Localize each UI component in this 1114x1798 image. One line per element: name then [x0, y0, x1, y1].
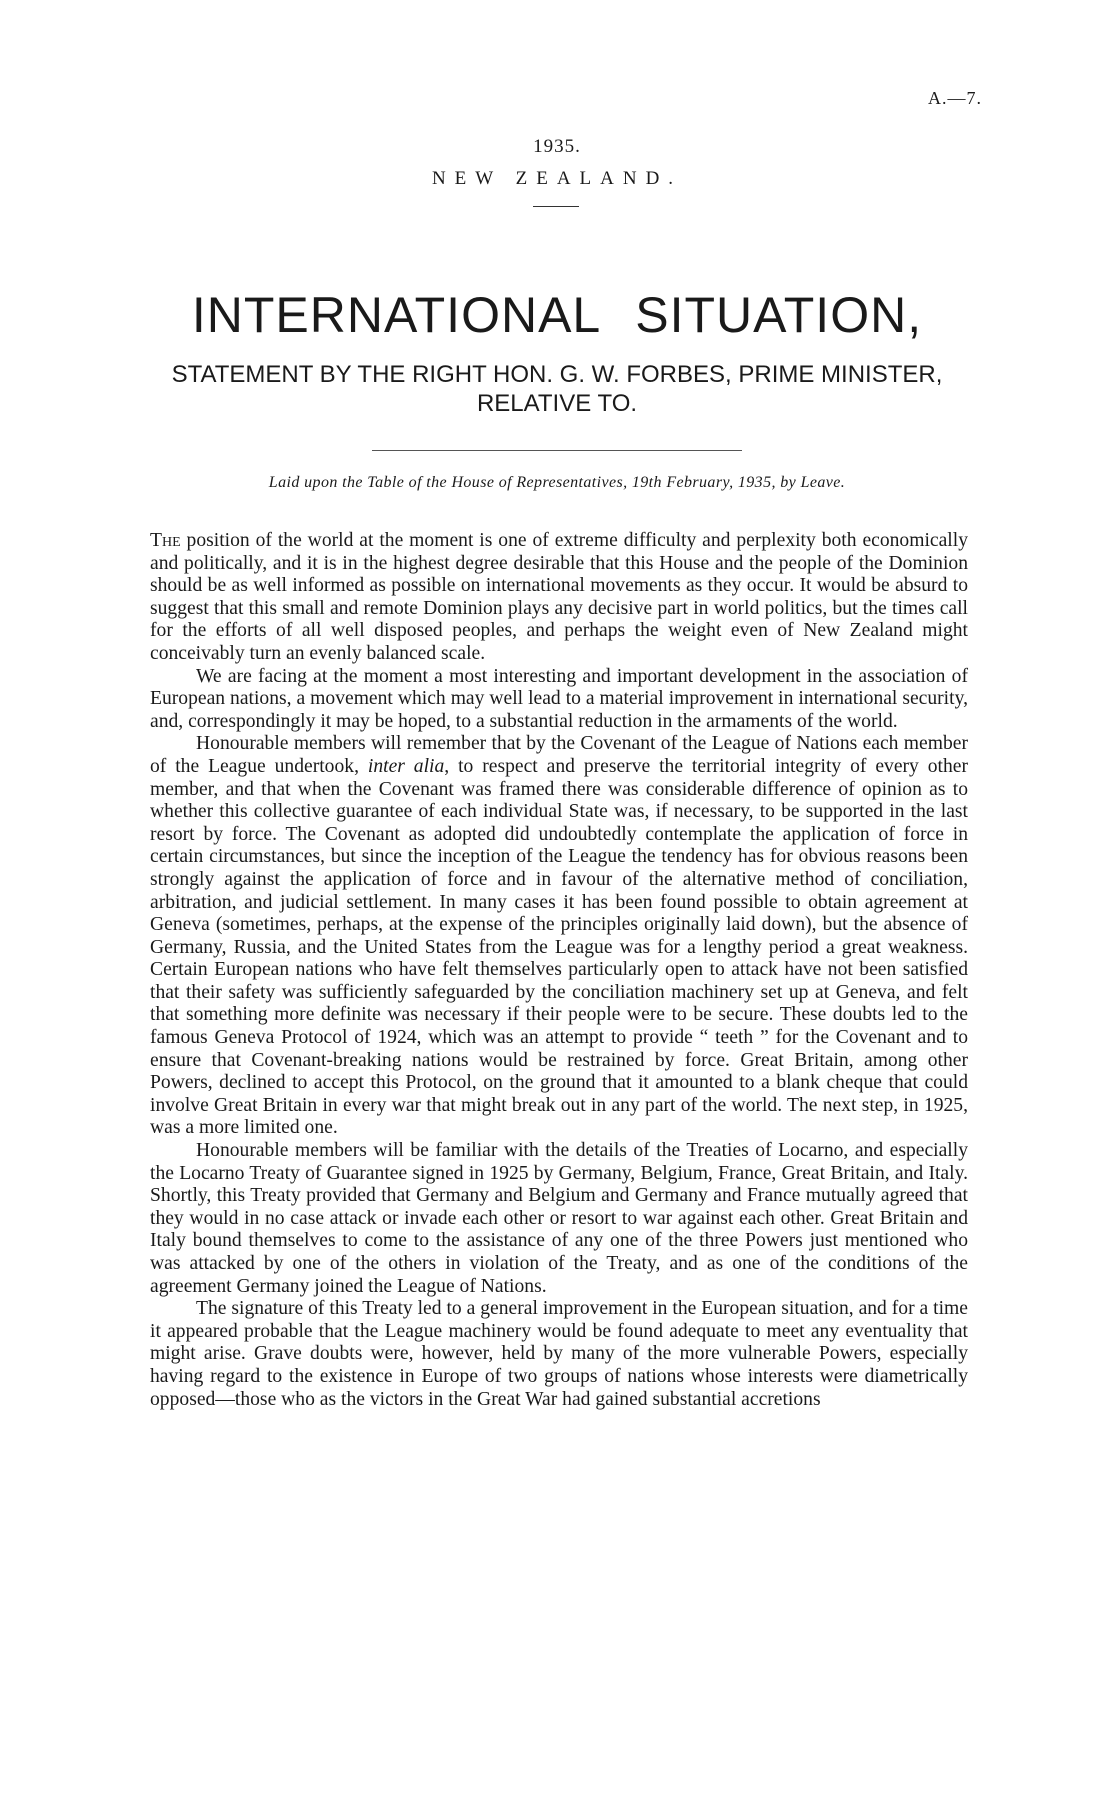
paragraph: We are facing at the moment a most interesting and important development in the association of European nations, a movement which may well lead to a material improvement in international security, and, correspondingly it may be hoped, to a substantial reduction in the armaments of the world. — [150, 665, 968, 732]
body-text — [150, 530, 968, 1411]
title-word-2: SITUATION, — [635, 287, 923, 343]
page-title — [0, 286, 1114, 344]
laid-upon-table-note: Laid upon the Table of the House of Representatives, 19th February, 1935, by Leave. — [268, 474, 846, 491]
paper-reference: A.—7. — [928, 88, 982, 108]
latin-phrase: inter alia — [367, 755, 445, 777]
subtitle — [0, 360, 1114, 418]
paragraph: Honourable members will be familiar with the details of the Treaties of Locarno, and especially the Locarno Treaty of Guarantee signed in 1925 by Germany, Belgium, France, Great Britain, and Italy. Shortly, this Treaty provided that Germany and Belgium and Germany and France mutually agreed that they would in no case attack or invade each other or resort to war against each other. Great Britain and Italy bound themselves to come to the assistance of any one of the three Powers just mentioned who was attacked by one of the others in violation of the Treaty, and as one of the conditions of the agreement Germany joined the League of Nations. — [150, 1140, 968, 1297]
country: NEW ZEALAND. — [431, 168, 683, 189]
divider — [372, 450, 742, 451]
subtitle-line-2: RELATIVE TO. — [476, 390, 638, 417]
year: 1935. — [533, 136, 581, 157]
paragraph-lead-word: The — [150, 530, 181, 551]
paragraph: The signature of this Treaty led to a general improvement in the European situation, and for a time it appeared probable that the League machinery would be found adequate to meet any eventuality that might arise. Grave doubts were, however, held by many of the more vulnerable Powers, especially having regard to the existence in Europe of two groups of nations whose interests were diametrically opposed—those who as the victors in the Great War had gained substantial accretions — [150, 1298, 968, 1410]
paragraph-text: , to respect and preserve the territorial integrity of every other member, and that when the Covenant was framed there was considerable difference of opinion as to whether this collective guarantee of each individual State was, if necessary, to be supported in the last resort by force. The Covenant as adopted did undoubtedly contemplate the application of force in certain circumstances, but since the inception of the League the tendency has for obvious reasons been strongly against the application of force and in favour of the alternative method of conciliation, arbitration, and judicial settlement. In many cases it has been found possible to obtain agreement at Geneva (sometimes, perhaps, at the expense of the principles originally laid down), but the absence of Germany, Russia, and the United States from the League was for a lengthy period a great weakness. Certain European nations who have felt themselves particularly open to attack have not been satisfied that their safety was sufficiently safeguarded by the conciliation machinery set up at Geneva, and felt that something more definite was necessary if their people were to be secure. These doubts led to the famous Geneva Protocol of 1924, which was an attempt to provide “ teeth ” for the Covenant and to ensure that Covenant-breaking nations would be restrained by force. Great Britain, among other Powers, declined to accept this Protocol, on the ground that it amounted to a blank cheque that could involve Great Britain in every war that might break out in any part of the world. The next step, in 1925, was a more limited one. — [150, 755, 969, 1139]
paragraph — [150, 733, 968, 1140]
subtitle-line-1: STATEMENT BY THE RIGHT HON. G. W. FORBES, PRIME MINISTER, — [171, 361, 943, 388]
paragraph-text: Honourable members will remember that by the Covenant of the League of Nations each member of the League undertook, — [150, 733, 968, 777]
paragraph — [150, 530, 968, 666]
paragraph-text: position of the world at the moment is one of extreme difficulty and perplexity both economically and politically, and it is in the highest degree desirable that this House and the people of the Dominion should be as well informed as possible on international movements as they occur. It would be absurd to suggest that this small and remote Dominion plays any decisive part in world politics, but the times call for the efforts of all well disposed peoples, and perhaps the weight even of New Zealand might conceivably turn an evenly balanced scale. — [150, 530, 968, 664]
divider — [533, 206, 579, 207]
title-word-1: INTERNATIONAL — [191, 287, 602, 343]
